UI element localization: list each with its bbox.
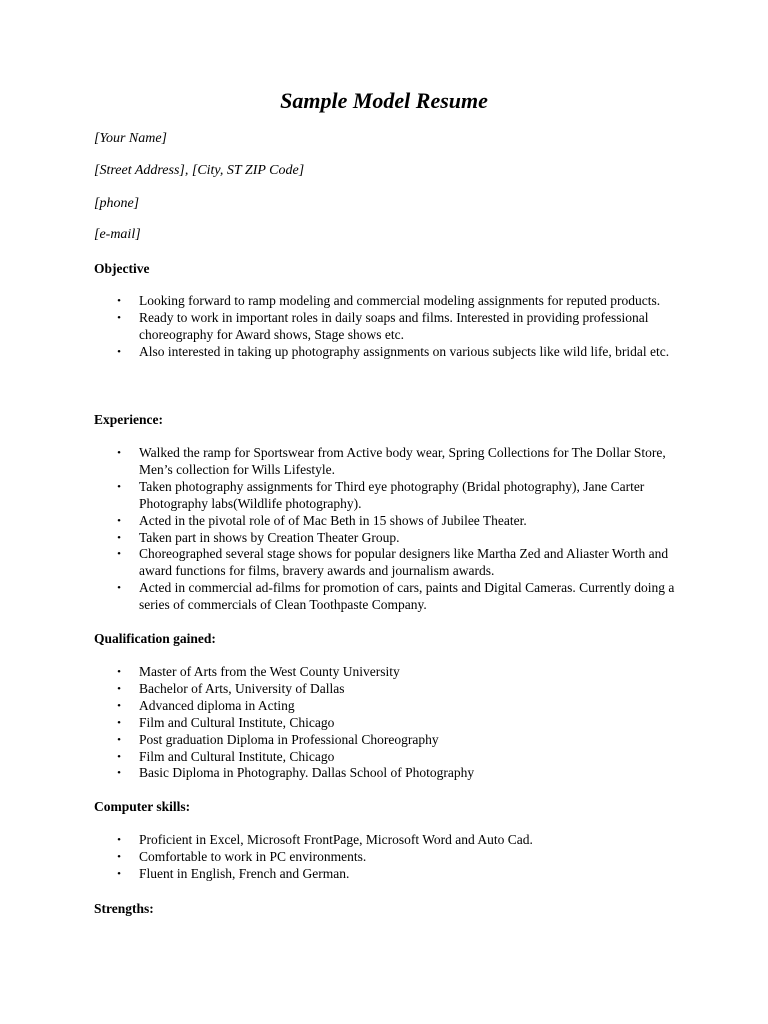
list-item-text: Acted in commercial ad-films for promotion of cars, paints and Digital Cameras. Currently doing a series of commercials of Clean Toothpaste Company. bbox=[139, 580, 675, 613]
bullet-icon: • bbox=[117, 767, 121, 780]
list-item bbox=[0, 445, 768, 479]
list-item-text: Comfortable to work in PC environments. bbox=[139, 848, 367, 864]
bullet-icon: • bbox=[117, 295, 121, 307]
objective-list bbox=[0, 293, 768, 361]
list-item bbox=[0, 698, 768, 715]
list-item-text: Walked the ramp for Sportswear from Active body wear, Spring Collections for The Dollar Store, Men’s collection for Wills Lifestyle. bbox=[139, 445, 666, 477]
section-heading-objective: Objective bbox=[94, 261, 150, 276]
bullet-icon: • bbox=[117, 733, 121, 746]
bullet-icon: • bbox=[117, 867, 121, 880]
list-item bbox=[0, 310, 768, 344]
list-item-text: Choreographed several stage shows for popular designers like Martha Zed and Aliaster Worth and award functions for films, bravery awards and journalism awards. bbox=[139, 546, 669, 579]
list-item bbox=[0, 732, 768, 749]
list-item-text: Film and Cultural Institute, Chicago bbox=[139, 714, 335, 730]
list-item-text: Master of Arts from the West County University bbox=[139, 664, 400, 679]
list-item bbox=[0, 749, 768, 766]
list-item-text: Acted in the pivotal role of of Mac Beth in 15 shows of Jubilee Theater. bbox=[139, 512, 527, 528]
list-item bbox=[0, 344, 768, 361]
list-item-text: Ready to work in important roles in daily soaps and films. Interested in providing professional choreography for Award shows, Stage shows etc. bbox=[139, 309, 649, 342]
bullet-icon: • bbox=[117, 447, 121, 459]
contact-address: [Street Address], [City, ST ZIP Code] bbox=[94, 163, 305, 178]
list-item-text: Basic Diploma in Photography. Dallas School of Photography bbox=[139, 765, 475, 781]
bullet-icon: • bbox=[117, 682, 121, 695]
list-item bbox=[0, 681, 768, 698]
list-item-text: Proficient in Excel, Microsoft FrontPage, Microsoft Word and Auto Cad. bbox=[139, 832, 533, 847]
computer-skills-list bbox=[0, 832, 768, 883]
list-item-text: Bachelor of Arts, University of Dallas bbox=[139, 680, 345, 696]
bullet-icon: • bbox=[117, 834, 121, 846]
list-item bbox=[0, 479, 768, 513]
bullet-icon: • bbox=[117, 480, 121, 493]
list-item bbox=[0, 849, 768, 866]
contact-email: [e-mail] bbox=[94, 227, 141, 242]
list-item-text: Advanced diploma in Acting bbox=[139, 697, 295, 713]
list-item bbox=[0, 546, 768, 580]
list-item bbox=[0, 664, 768, 681]
list-item-text: Looking forward to ramp modeling and commercial modeling assignments for reputed products. bbox=[139, 293, 661, 308]
list-item bbox=[0, 765, 768, 782]
list-item-text: Film and Cultural Institute, Chicago bbox=[139, 748, 335, 764]
list-item bbox=[0, 513, 768, 530]
bullet-icon: • bbox=[117, 750, 121, 763]
list-item-text: Also interested in taking up photography assignments on various subjects like wild life, bridal etc. bbox=[139, 343, 670, 359]
bullet-icon: • bbox=[117, 716, 121, 729]
experience-list bbox=[0, 445, 768, 614]
list-item-text: Fluent in English, French and German. bbox=[139, 865, 350, 881]
list-item bbox=[0, 293, 768, 310]
list-item bbox=[0, 580, 768, 614]
contact-name: [Your Name] bbox=[94, 131, 168, 146]
list-item bbox=[0, 530, 768, 547]
section-heading-strengths: Strengths: bbox=[94, 901, 154, 916]
bullet-icon: • bbox=[117, 699, 121, 712]
list-item-text: Post graduation Diploma in Professional Choreography bbox=[139, 731, 439, 747]
list-item bbox=[0, 715, 768, 732]
bullet-icon: • bbox=[117, 345, 121, 358]
bullet-icon: • bbox=[117, 311, 121, 324]
page-title: Sample Model Resume bbox=[280, 88, 488, 113]
bullet-icon: • bbox=[117, 531, 121, 544]
list-item bbox=[0, 866, 768, 883]
bullet-icon: • bbox=[117, 514, 121, 527]
bullet-icon: • bbox=[117, 582, 121, 595]
section-heading-qualification: Qualification gained: bbox=[94, 631, 216, 646]
section-heading-experience: Experience: bbox=[94, 412, 163, 427]
section-heading-computer-skills: Computer skills: bbox=[94, 799, 191, 814]
qualification-list bbox=[0, 664, 768, 782]
contact-phone: [phone] bbox=[94, 196, 140, 211]
bullet-icon: • bbox=[117, 666, 121, 678]
list-item bbox=[0, 832, 768, 849]
list-item-text: Taken part in shows by Creation Theater Group. bbox=[139, 529, 400, 545]
bullet-icon: • bbox=[117, 548, 121, 561]
list-item-text: Taken photography assignments for Third eye photography (Bridal photography), Jane Carter Photography labs(Wildlife photography). bbox=[139, 478, 645, 511]
bullet-icon: • bbox=[117, 850, 121, 863]
